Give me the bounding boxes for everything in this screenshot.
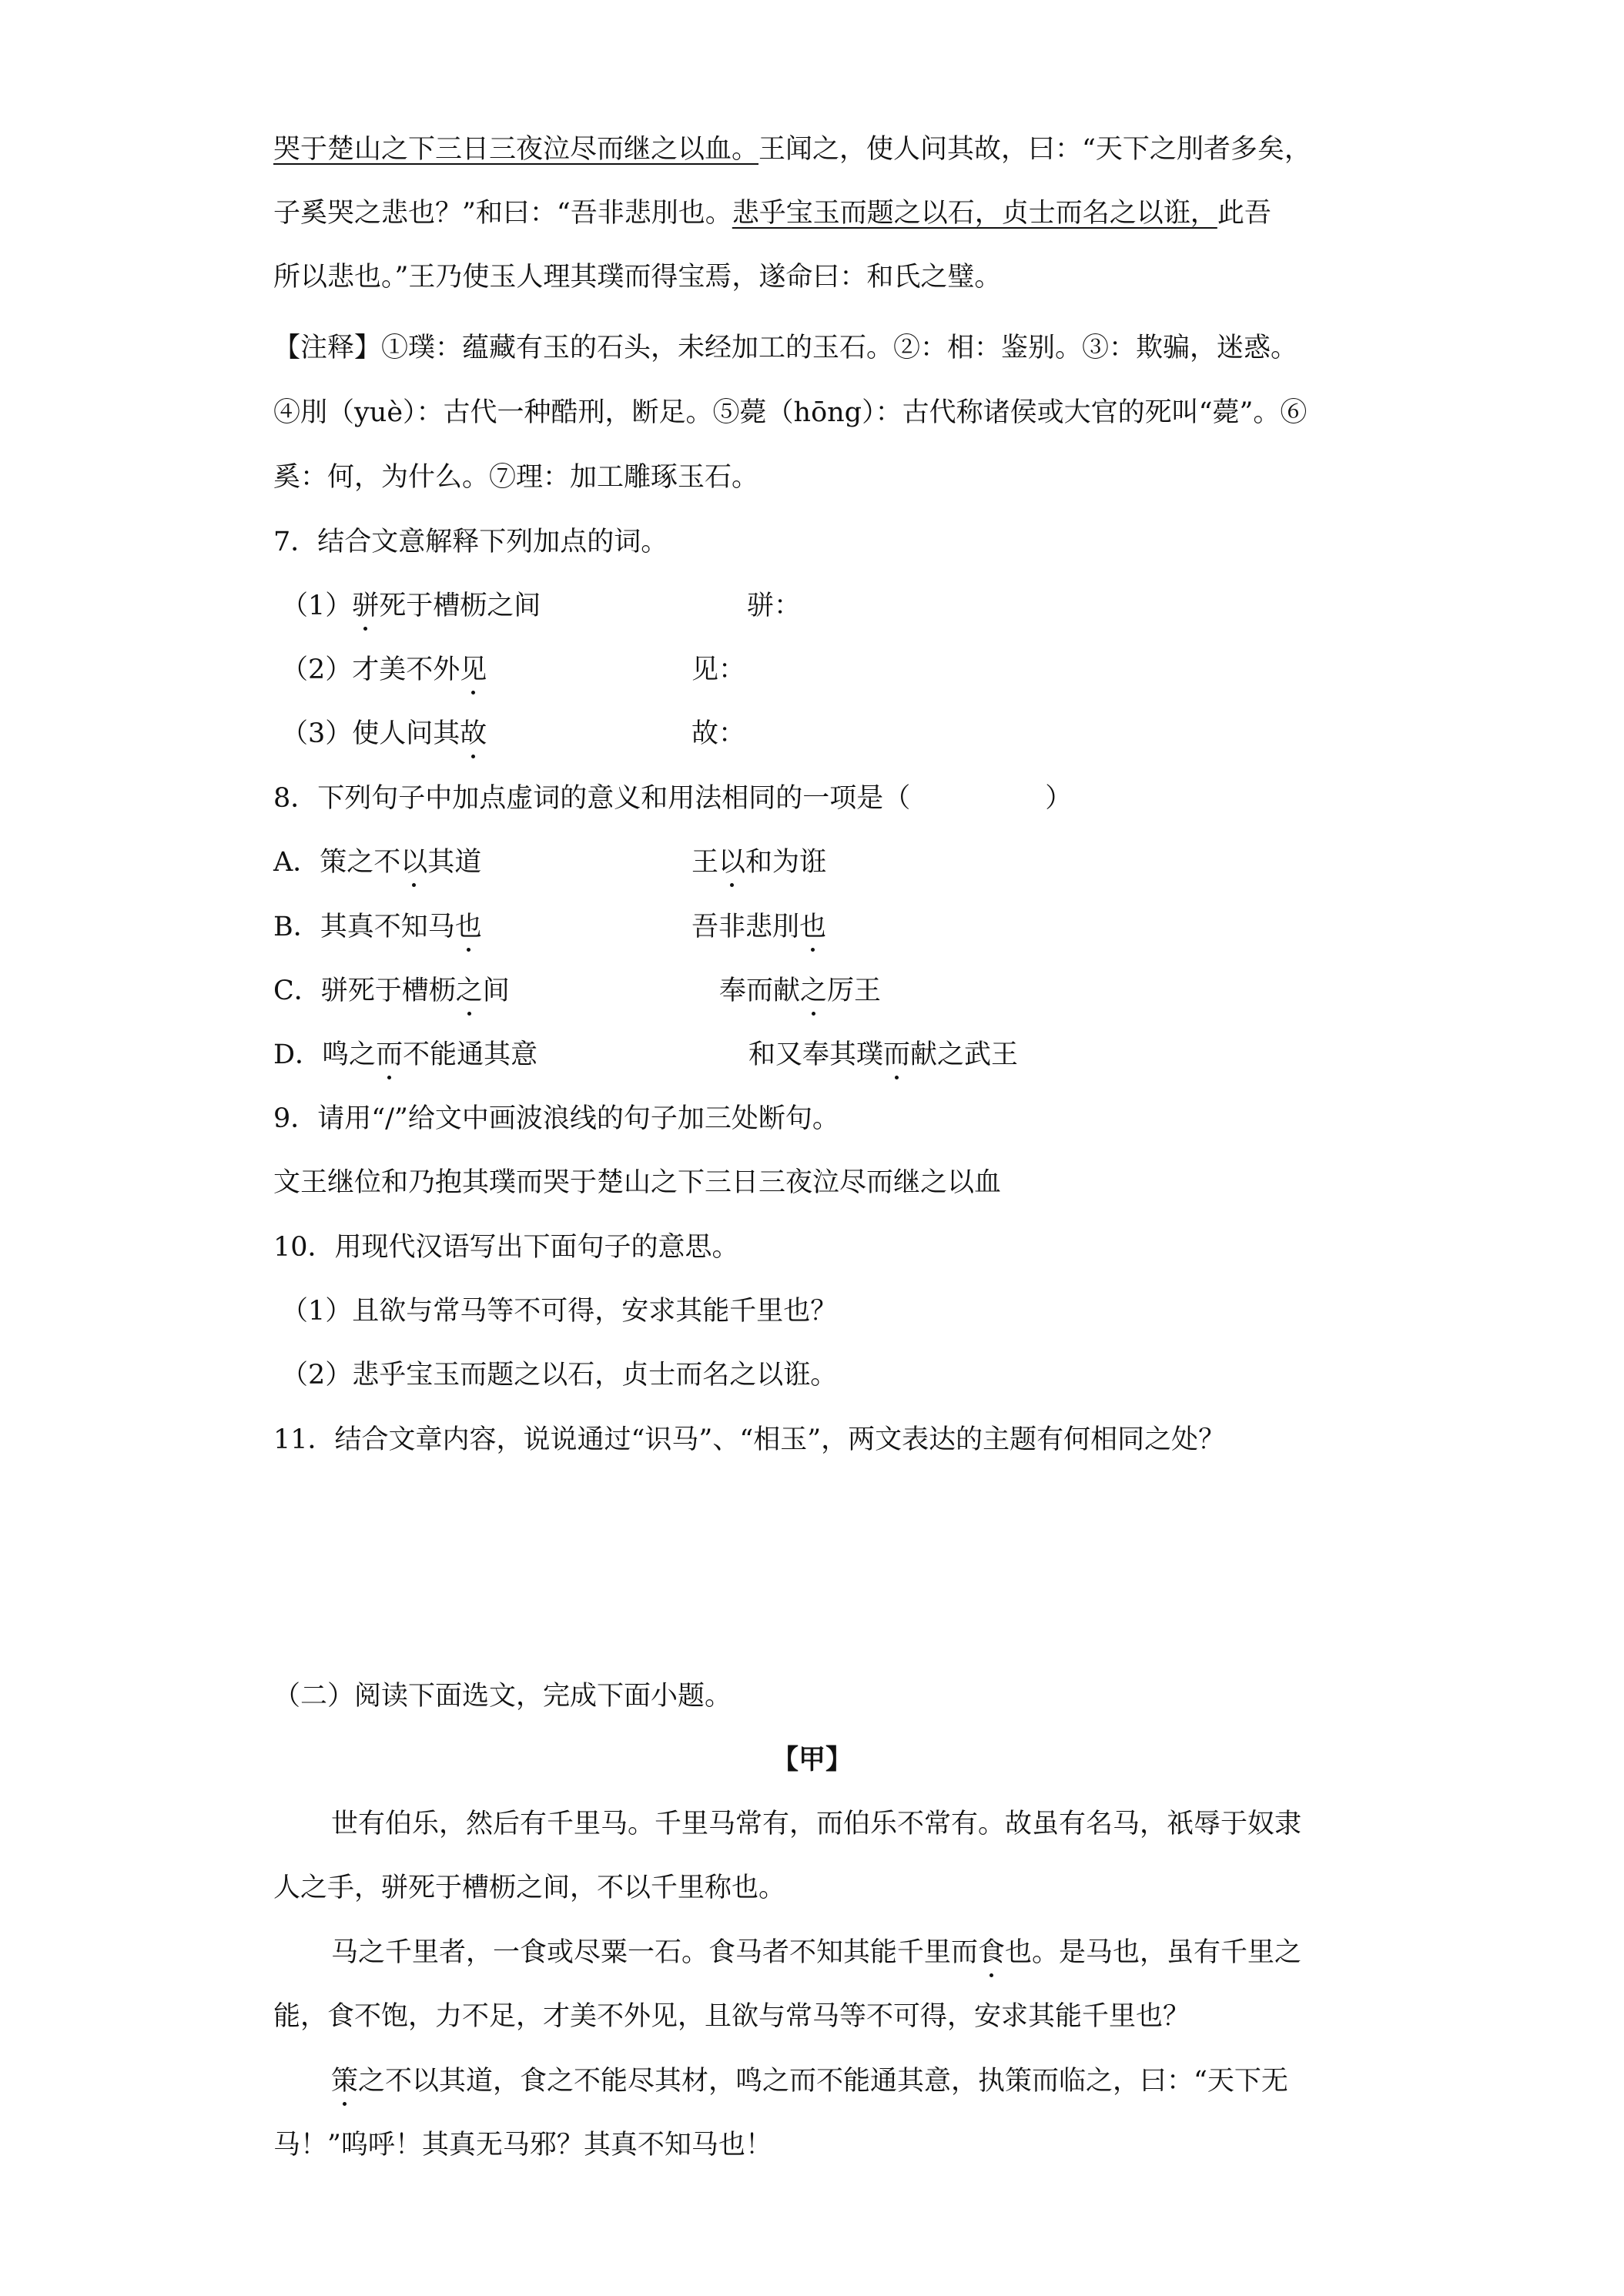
answer-label: 骈： (747, 591, 802, 621)
passage-jia-line: 世有伯乐，然后有千里马。千里马常有，而伯乐不常有。故虽有名马，祇辱于奴隶 (331, 1809, 1302, 1839)
dotted-char: 也 (799, 912, 827, 942)
question-7-item-1: （1）骈死于槽枥之间 (281, 591, 541, 621)
question-10-item-1: （1）且欲与常马等不可得，安求其能千里也？ (281, 1296, 838, 1327)
question-10-stem: 10．用现代汉语写出下面句子的意思。 (273, 1232, 739, 1263)
question-9-sentence: 文王继位和乃抱其璞而哭于楚山之下三日三夜泣尽而继之以血 (273, 1167, 1002, 1198)
passage-jia-line: 能，食不饱，力不足，才美不外见，且欲与常马等不可得，安求其能千里也？ (273, 2001, 1190, 2032)
question-7-stem: 7．结合文意解释下列加点的词。 (273, 527, 668, 557)
dotted-char: 故 (460, 718, 487, 749)
option-d: D．鸣之而不能通其意 (273, 1039, 538, 1070)
question-7-item-2: （2）才美不外见 (281, 654, 487, 685)
passage-jia-title: 【甲】 (771, 1744, 852, 1776)
question-7-item-3: （3）使人问其故 (281, 718, 487, 749)
question-8-stem: 8．下列句子中加点虚词的意义和用法相同的一项是（ ） (273, 783, 1073, 814)
dotted-char: 策 (331, 2066, 359, 2097)
dotted-char: 骈 (352, 591, 380, 621)
passage-jia-line: 策之不以其道，食之不能尽其材，鸣之而不能通其意，执策而临之，曰：“天下无 (331, 2066, 1288, 2097)
question-11-stem: 11．结合文章内容，说说通过“识马”、“相玉”，两文表达的主题有何相同之处？ (273, 1424, 1226, 1455)
dotted-char: 也 (454, 912, 482, 942)
passage-jia-line: 马之千里者，一食或尽粟一石。食马者不知其能千里而食也。是马也，虽有千里之 (331, 1937, 1302, 1968)
question-10-item-2: （2）悲乎宝玉而题之以石，贞士而名之以诳。 (281, 1360, 838, 1391)
wavy-underlined-sentence: 哭于楚山之下三日三夜泣尽而继之以血。 (273, 134, 759, 165)
annotation-line: ④刖（yuè）：古代一种酷刑，断足。⑤薨（hōng）：古代称诸侯或大官的死叫“薨”。⑥ (273, 397, 1308, 428)
dotted-char: 见 (460, 654, 487, 685)
option-b: B．其真不知马也 (273, 912, 482, 942)
dotted-char: 而 (883, 1039, 911, 1070)
underlined-sentence: 悲乎宝玉而题之以石，贞士而名之以诳， (732, 198, 1217, 229)
passage-line: 所以悲也。”王乃使玉人理其璞而得宝焉，遂命曰：和氏之璧。 (273, 262, 1002, 293)
answer-label: 故： (691, 718, 746, 749)
passage-line: 子奚哭之悲也？”和曰：“吾非悲刖也。悲乎宝玉而题之以石，贞士而名之以诳，此吾 (273, 198, 1271, 229)
passage-line: 哭于楚山之下三日三夜泣尽而继之以血。王闻之，使人问其故，曰：“天下之刖者多矣， (273, 134, 1311, 165)
dotted-char: 食 (978, 1937, 1006, 1968)
answer-label: 见： (691, 654, 746, 685)
dotted-char: 以 (400, 847, 428, 878)
option-a: A．策之不以其道 (273, 847, 482, 878)
section-2-heading: （二）阅读下面选文，完成下面小题。 (273, 1681, 732, 1712)
annotation-line: 奚：何，为什么。⑦理：加工雕琢玉石。 (273, 462, 759, 493)
passage-jia-line: 人之手，骈死于槽枥之间，不以千里称也。 (273, 1873, 786, 1903)
option-d-compare: 和又奉其璞而献之武王 (748, 1039, 1019, 1070)
passage-jia-line: 马！”呜呼！其真无马邪？其真不知马也！ (273, 2130, 772, 2160)
question-9-stem: 9．请用“/”给文中画波浪线的句子加三处断句。 (273, 1103, 839, 1134)
annotation-line: 【注释】①璞：蕴藏有玉的石头，未经加工的玉石。②：相：鉴别。③：欺骗，迷惑。 (273, 333, 1298, 363)
dotted-char: 之 (455, 976, 483, 1006)
dotted-char: 之 (800, 976, 828, 1006)
dotted-char: 而 (376, 1039, 403, 1070)
option-b-compare: 吾非悲刖也 (691, 912, 827, 942)
option-a-compare: 王以和为诳 (691, 847, 827, 878)
option-c: C．骈死于槽枥之间 (273, 976, 510, 1006)
option-c-compare: 奉而献之厉王 (719, 976, 882, 1006)
dotted-char: 以 (718, 847, 746, 878)
